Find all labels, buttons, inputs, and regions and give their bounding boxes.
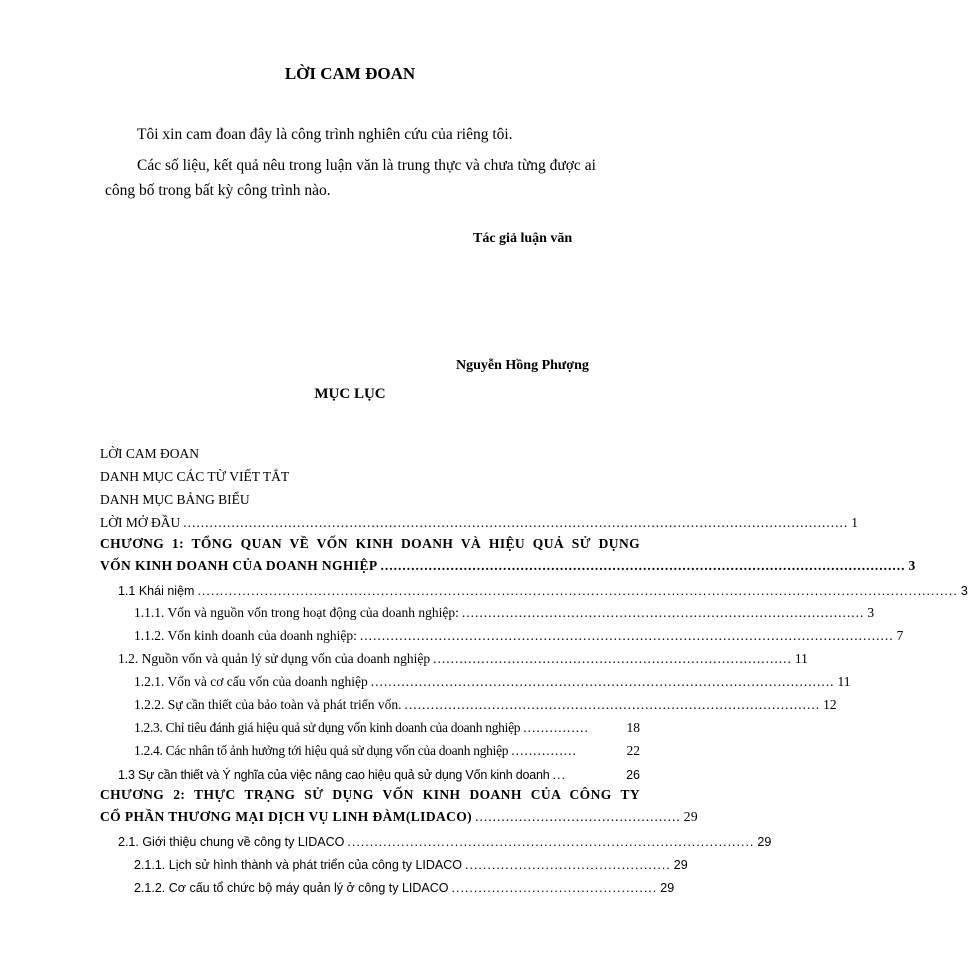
leader-dots: ...............................................	[475, 809, 681, 824]
declaration-paragraph-2: Các số liệu, kết quả nêu trong luận văn là trung thực và chưa từng được ai	[137, 157, 596, 174]
toc-entry-page: 29	[683, 809, 699, 824]
declaration-paragraph-3: công bố trong bất kỳ công trình nào.	[105, 182, 331, 199]
leader-dots: ..................................................................................	[433, 651, 792, 666]
signature-role: Tác giả luận văn	[473, 231, 573, 246]
toc-entry[interactable]	[100, 873, 675, 895]
toc-entry[interactable]	[100, 576, 968, 598]
toc-entry-label: DANH MỤC CÁC TỪ VIẾT TẮT	[100, 469, 290, 484]
toc-entry[interactable]	[100, 850, 688, 872]
toc-entry-page: 3	[960, 584, 968, 598]
toc-chapter-1-line-1[interactable]: CHƯƠNG 1: TỔNG QUAN VỀ VỐN KINH DOANH VÀ HIỆU QUẢ SỬ DỤNG	[100, 536, 640, 551]
toc-entry[interactable]	[100, 827, 772, 849]
toc-entry-page: 11	[794, 651, 808, 666]
toc-entry-page: 29	[660, 881, 675, 895]
toc-entry-page: 22	[626, 743, 640, 758]
toc-entry[interactable]	[100, 440, 640, 462]
toc-entry-label: 2.1. Giới thiệu chung về công ty LIDACO	[118, 835, 345, 849]
toc-entry-label: 2.1.2. Cơ cấu tổ chức bộ máy quản lý ở công ty LIDACO	[134, 881, 449, 895]
toc-entry-page: 3	[908, 558, 916, 573]
toc-entry-page: 29	[673, 858, 688, 872]
leader-dots: ...........................................................................................	[347, 835, 755, 849]
leader-dots: ..........................................................................................................	[370, 674, 835, 689]
toc-entry[interactable]	[100, 668, 851, 690]
leader-dots: ..............................................	[465, 858, 671, 872]
leader-dots: ...............................................................................................	[404, 697, 821, 712]
toc-entry[interactable]	[100, 645, 808, 667]
toc-entry[interactable]	[100, 552, 916, 574]
declaration-paragraph-1: Tôi xin cam đoan đây là công trình nghiên cứu của riêng tôi.	[137, 126, 513, 143]
toc-entry-label: DANH MỤC BẢNG BIỂU	[100, 492, 250, 507]
leader-dots: ........................................................................................................................	[380, 558, 906, 573]
toc-entry-label: 1.2. Nguồn vốn và quản lý sử dụng vốn của doanh nghiệp	[118, 651, 431, 666]
toc-entry-label: 1.2.1. Vốn và cơ cấu vốn của doanh nghiệp	[134, 674, 368, 689]
toc-entry[interactable]	[100, 486, 640, 508]
toc-entry[interactable]	[100, 622, 904, 644]
toc-entry[interactable]	[100, 737, 640, 759]
toc-entry[interactable]	[100, 599, 875, 621]
toc-entry-label: 1.3 Sự cần thiết và Ý nghĩa của việc nâng cao hiệu quả sử dụng Vốn kinh doanh	[118, 768, 550, 782]
toc-entry-page: 3	[867, 605, 875, 620]
leader-dots: ...............	[511, 743, 577, 758]
toc-title: MỤC LỤC	[314, 386, 386, 402]
toc-entry-page: 26	[626, 768, 640, 782]
toc-entry-page: 7	[896, 628, 904, 643]
toc-entry[interactable]	[100, 463, 640, 485]
toc-entry-page: 29	[757, 835, 772, 849]
toc-entry-page: 1	[851, 515, 858, 530]
toc-entry[interactable]	[100, 803, 699, 825]
leader-dots: ...............	[523, 720, 589, 735]
toc-entry-label: LỜI MỞ ĐẦU	[100, 515, 181, 530]
toc-entry-label: 1.1.2. Vốn kinh doanh của doanh nghiệp:	[134, 628, 357, 643]
leader-dots: ...	[552, 768, 566, 782]
toc-entry-page: 12	[823, 697, 837, 712]
leader-dots: ..............................................	[451, 881, 658, 895]
toc-entry-label: 1.1 Khái niệm	[118, 584, 195, 598]
leader-dots: ..........................................................................................................................................................................	[197, 584, 958, 598]
leader-dots: ........................................................................................................................................................	[183, 515, 849, 530]
declaration-title: LỜI CAM ĐOAN	[284, 64, 416, 83]
toc-entry[interactable]	[100, 509, 858, 531]
leader-dots: ..........................................................................................................................	[359, 628, 894, 643]
toc-entry-label: 2.1.1. Lịch sử hình thành và phát triển của công ty LIDACO	[134, 858, 463, 872]
toc-entry-label: CỔ PHẦN THƯƠNG MẠI DỊCH VỤ LINH ĐÀM(LIDACO)	[100, 809, 473, 824]
toc-entry[interactable]	[100, 760, 640, 782]
toc-entry[interactable]	[100, 691, 837, 713]
toc-entry-page: 11	[837, 674, 851, 689]
leader-dots: ............................................................................................	[461, 605, 865, 620]
toc-entry[interactable]	[100, 714, 640, 736]
toc-entry-label: VỐN KINH DOANH CỦA DOANH NGHIỆP	[100, 558, 378, 573]
toc-entry-label: LỜI CAM ĐOAN	[100, 446, 199, 461]
signature-name: Nguyễn Hồng Phượng	[456, 358, 589, 373]
toc-entry-label: 1.2.3. Chỉ tiêu đánh giá hiệu quả sử dụng vốn kinh doanh của doanh nghiệp	[134, 720, 521, 735]
toc-entry-label: 1.1.1. Vốn và nguồn vốn trong hoạt động của doanh nghiệp:	[134, 605, 459, 620]
toc-entry-label: 1.2.2. Sự cần thiết của bảo toàn và phát triển vốn.	[134, 697, 402, 712]
toc-entry-page: 18	[626, 720, 640, 735]
toc-entry-label: 1.2.4. Các nhân tố ảnh hưởng tới hiệu quả sử dụng vốn của doanh nghiệp	[134, 743, 509, 758]
toc-chapter-2-line-1[interactable]: CHƯƠNG 2: THỰC TRẠNG SỬ DỤNG VỐN KINH DOANH CỦA CÔNG TY	[100, 787, 640, 802]
